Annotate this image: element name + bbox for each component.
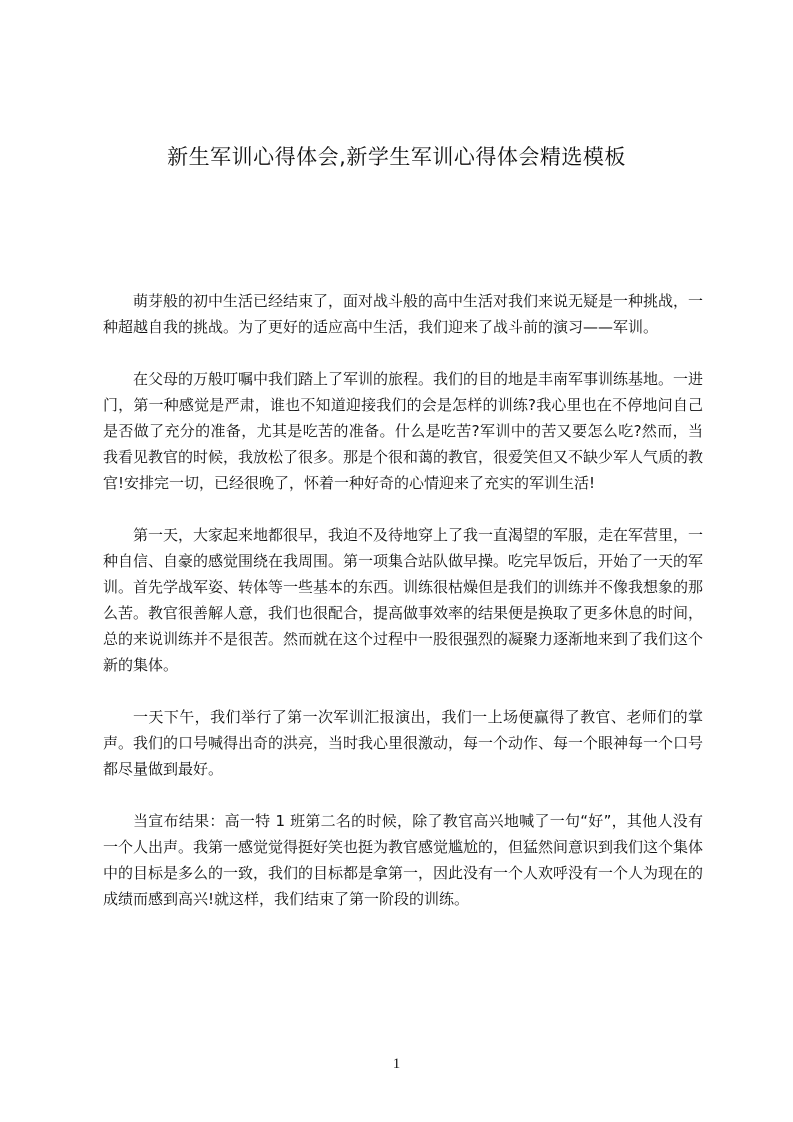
paragraph-2: 在父母的万般叮嘱中我们踏上了军训的旅程。我们的目的地是丰南军事训练基地。一进门，第一种感觉是严肃，谁也不知道迎接我们的会是怎样的训练?我心里也在不停地问自己是否做了充分的准备，尤其是吃苦的准备。什么是吃苦?军训中的苦又要怎么吃?然而，当我看见教官的时候，我放松了很多。那是个很和蔼的教官，很爱笑但又不缺少军人气质的教官!安排完一切，已经很晚了，怀着一种好奇的心情迎来了充实的军训生活! xyxy=(103,370,704,492)
paragraph-1: 萌芽般的初中生活已经结束了，面对战斗般的高中生活对我们来说无疑是一种挑战，一种超越自我的挑战。为了更好的适应高中生活，我们迎来了战斗前的演习——军训。 xyxy=(103,292,704,336)
paragraph-4: 一天下午，我们举行了第一次军训汇报演出，我们一上场便赢得了教官、老师们的掌声。我们的口号喊得出奇的洪亮，当时我心里很激动，每一个动作、每一个眼神每一个口号都尽量做到最好。 xyxy=(103,708,704,778)
paragraph-5: 当宣布结果：高一特 1 班第二名的时候，除了教官高兴地喊了一句“好”，其他人没有一个人出声。我第一感觉觉得挺好笑也挺为教官感觉尴尬的，但猛然间意识到我们这个集体中的目标是多么的一致，我们的目标都是拿第一，因此没有一个人欢呼没有一个人为现在的成绩而感到高兴!就这样，我们结束了第一阶段的训练。 xyxy=(103,812,704,908)
page-number: 1 xyxy=(392,1056,401,1072)
paragraph-3: 第一天，大家起来地都很早，我迫不及待地穿上了我一直渴望的军服，走在军营里，一种自信、自豪的感觉围绕在我周围。第一项集合站队做早操。吃完早饭后，开始了一天的军训。首先学战军姿、转体等一些基本的东西。训练很枯燥但是我们的训练并不像我想象的那么苦。教官很善解人意，我们也很配合，提高做事效率的结果便是换取了更多休息的时间，总的来说训练并不是很苦。然而就在这个过程中一股很强烈的凝聚力逐渐地来到了我们这个新的集体。 xyxy=(103,526,704,674)
document-body xyxy=(103,288,703,938)
document-title: 新生军训心得体会,新学生军训心得体会精选模板 xyxy=(167,145,626,169)
